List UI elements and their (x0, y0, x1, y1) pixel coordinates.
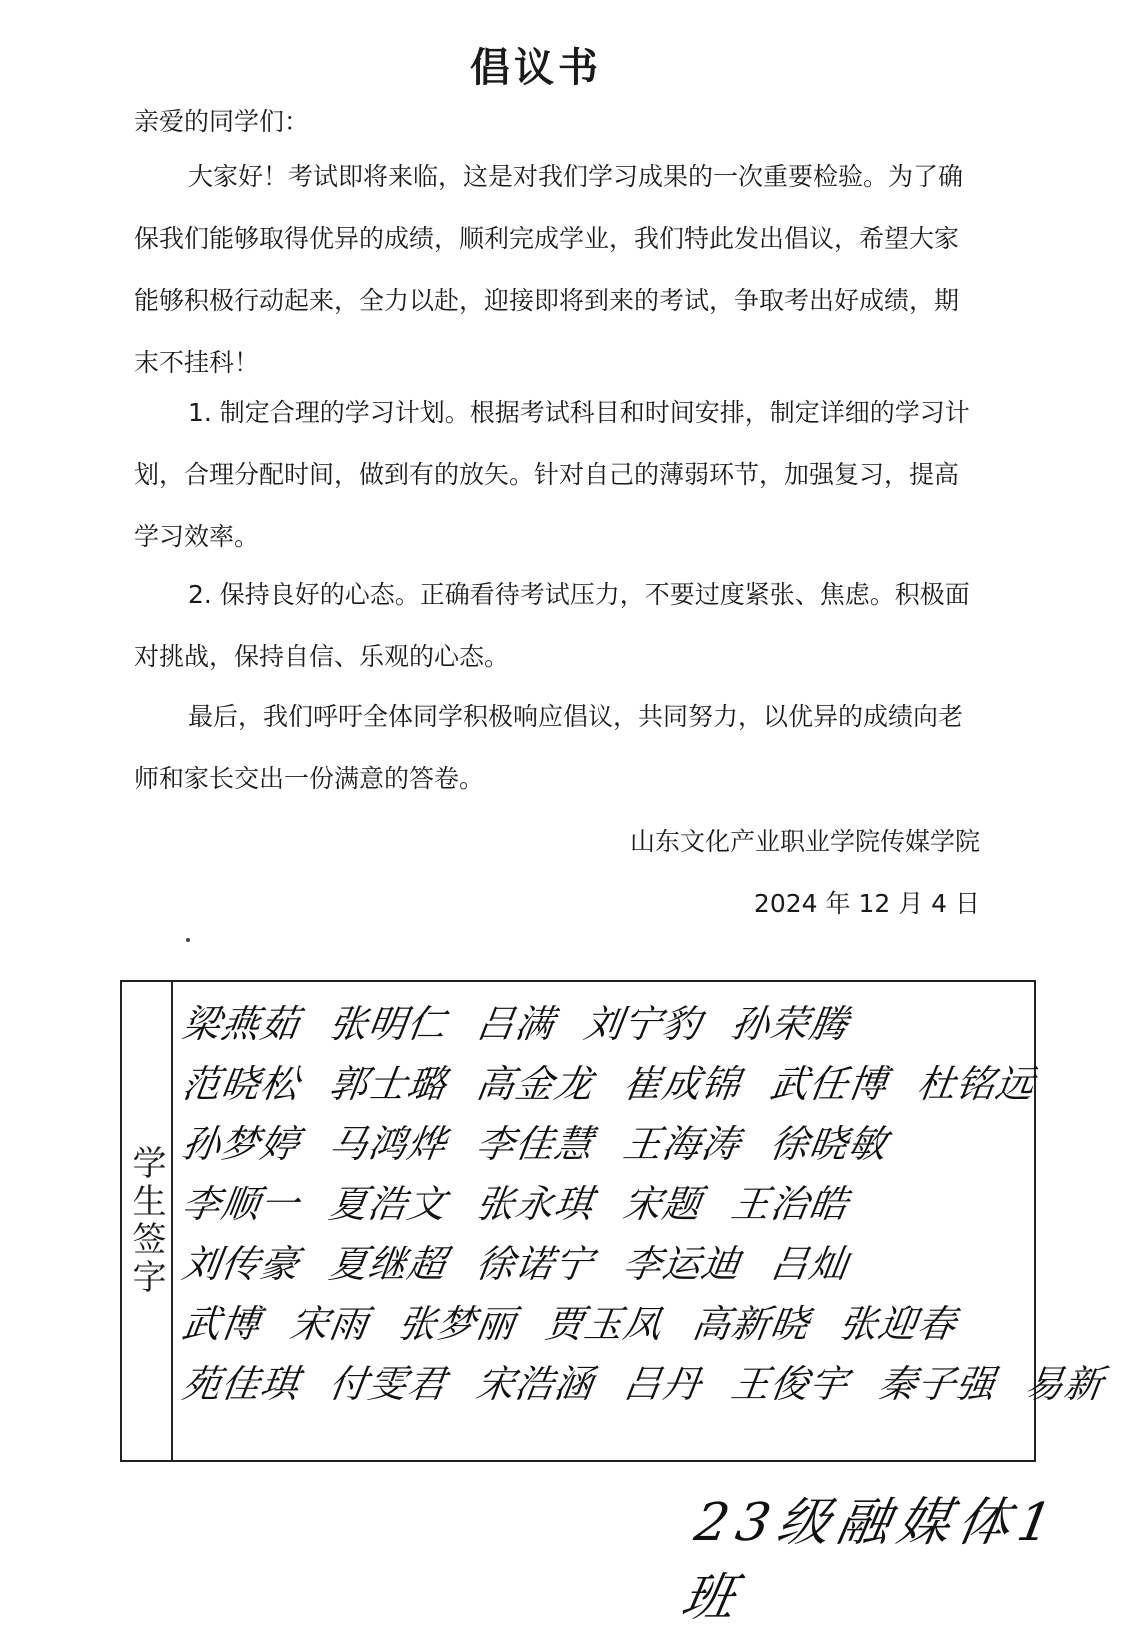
student-signature: 王俊宇 (728, 1361, 852, 1406)
student-signature: 苑佳琪 (179, 1361, 303, 1406)
student-signature: 宋雨 (287, 1301, 372, 1346)
student-signature: 梁燕茹 (179, 1001, 303, 1046)
student-signature: 李顺一 (179, 1181, 303, 1226)
student-signature: 张迎春 (836, 1301, 960, 1346)
student-signature: 崔成锦 (620, 1061, 744, 1106)
student-signature: 夏继超 (326, 1241, 450, 1286)
student-signature: 郭士璐 (326, 1061, 450, 1106)
signature-area (173, 982, 1124, 1460)
paragraph-mindset: 2. 保持良好的心态。正确看待考试压力，不要过度紧张、焦虑。积极面对挑战，保持自信、乐观的心态。 (134, 580, 970, 671)
signature-row (179, 1170, 1104, 1230)
signature-row (179, 1050, 1104, 1110)
student-signature: 范晓松 (179, 1061, 303, 1106)
signature-label-cell (122, 982, 173, 1460)
student-signature: 杜铭远 (914, 1061, 1038, 1106)
signature-table (120, 980, 1107, 1462)
signature-row (179, 1230, 1104, 1290)
paragraph-study-plan: 1. 制定合理的学习计划。根据考试科目和时间安排，制定详细的学习计划，合理分配时间，做到有的放矢。针对自己的薄弱环节，加强复习，提高学习效率。 (134, 398, 970, 551)
student-signature: 夏浩文 (326, 1181, 450, 1226)
student-signature: 张永琪 (473, 1181, 597, 1226)
student-signature: 李佳慧 (473, 1121, 597, 1166)
student-signature: 武博 (179, 1301, 264, 1346)
student-signature: 张明仁 (326, 1001, 450, 1046)
student-signature: 张梦丽 (395, 1301, 519, 1346)
student-signature: 高金龙 (473, 1061, 597, 1106)
student-signature: 付雯君 (326, 1361, 450, 1406)
class-signature: 23级融媒体1班 (677, 1493, 1065, 1628)
signature-row (179, 1110, 1104, 1170)
student-signature: 高新晓 (689, 1301, 813, 1346)
student-signature: 王治皓 (728, 1181, 852, 1226)
student-signature: 贾玉凤 (542, 1301, 666, 1346)
signature-label: 学生签字 (126, 1145, 166, 1297)
student-signature: 徐诺宁 (473, 1241, 597, 1286)
student-signature: 宋题 (620, 1181, 705, 1226)
student-signature: 李运迪 (620, 1241, 744, 1286)
salutation: 亲爱的同学们： (134, 107, 310, 136)
student-signature: 吕丹 (620, 1361, 705, 1406)
student-signature: 刘传豪 (179, 1241, 303, 1286)
student-signature: 吕灿 (767, 1241, 852, 1286)
student-signature: 宋浩涵 (473, 1361, 597, 1406)
student-signature: 孙梦婷 (179, 1121, 303, 1166)
student-signature: 刘宁豹 (581, 1001, 705, 1046)
document-title: 倡议书 (470, 45, 602, 91)
paragraph-closing: 最后，我们呼吁全体同学积极响应倡议，共同努力，以优异的成绩向老师和家长交出一份满意的答卷。 (134, 702, 964, 793)
student-signature: 易新 (1022, 1361, 1107, 1406)
student-signature: 孙荣腾 (728, 1001, 852, 1046)
student-signature: 武任博 (767, 1061, 891, 1106)
issuing-organization: 山东文化产业职业学院传媒学院 (629, 827, 980, 856)
issue-date: 2024 年 12 月 4 日 (753, 889, 980, 918)
student-signature: 吕满 (473, 1001, 558, 1046)
signature-row (179, 1290, 1104, 1350)
signature-row (179, 1350, 1107, 1410)
student-signature: 徐晓敏 (767, 1121, 891, 1166)
paragraph-intro: 大家好！考试即将来临，这是对我们学习成果的一次重要检验。为了确保我们能够取得优异的成绩，顺利完成学业，我们特此发出倡议，希望大家能够积极行动起来，全力以赴，迎接即将到来的考试，争取考出好成绩，期末不挂科！ (134, 162, 964, 377)
student-signature: 马鸿烨 (326, 1121, 450, 1166)
student-signature: 王海涛 (620, 1121, 744, 1166)
signature-row (179, 990, 1104, 1050)
student-signature: 秦子强 (875, 1361, 999, 1406)
stray-dot (186, 938, 190, 942)
